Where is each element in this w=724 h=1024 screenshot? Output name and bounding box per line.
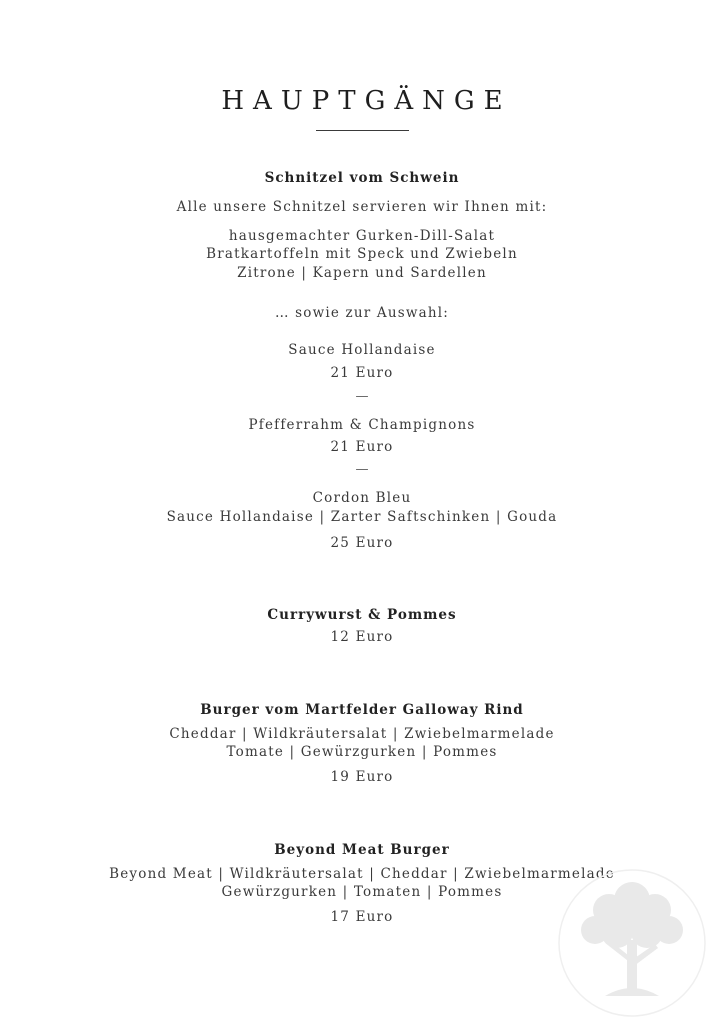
dish-price: 12 Euro xyxy=(330,629,394,645)
dish-name: Schnitzel vom Schwein xyxy=(264,170,460,186)
option-price: 21 Euro xyxy=(330,365,394,381)
dish-line: Beyond Meat | Wildkräutersalat | Cheddar | Zwiebelmarmelade xyxy=(109,866,615,882)
side-item: Zitrone | Kapern und Sardellen xyxy=(237,265,487,281)
option-name: Sauce Hollandaise xyxy=(288,342,436,358)
dish-line: Tomate | Gewürzgurken | Pommes xyxy=(226,744,498,760)
side-item: Bratkartoffeln mit Speck und Zwiebeln xyxy=(206,246,518,262)
option-name: Cordon Bleu xyxy=(312,490,412,506)
dish-line: Cheddar | Wildkräutersalat | Zwiebelmarmelade xyxy=(169,726,555,742)
option-price: 21 Euro xyxy=(330,439,394,455)
option-separator: — xyxy=(355,389,369,404)
dish-price: 19 Euro xyxy=(330,769,394,785)
option-detail: Sauce Hollandaise | Zarter Saftschinken | Gouda xyxy=(166,509,558,525)
dish-name: Burger vom Martfelder Galloway Rind xyxy=(200,702,524,718)
option-price: 25 Euro xyxy=(330,535,394,551)
tree-icon xyxy=(557,868,707,1018)
choice-intro: … sowie zur Auswahl: xyxy=(274,305,450,321)
page-title: HAUPTGÄNGE xyxy=(221,86,512,116)
dish-intro: Alle unsere Schnitzel servieren wir Ihnen mit: xyxy=(176,199,548,215)
dish-line: Gewürzgurken | Tomaten | Pommes xyxy=(221,884,503,900)
option-separator: — xyxy=(355,462,369,477)
dish-name: Beyond Meat Burger xyxy=(274,842,450,858)
title-divider xyxy=(316,130,409,131)
dish-name: Currywurst & Pommes xyxy=(267,607,457,623)
option-name: Pfefferrahm & Champignons xyxy=(248,417,476,433)
dish-price: 17 Euro xyxy=(330,909,394,925)
side-item: hausgemachter Gurken-Dill-Salat xyxy=(228,228,496,244)
